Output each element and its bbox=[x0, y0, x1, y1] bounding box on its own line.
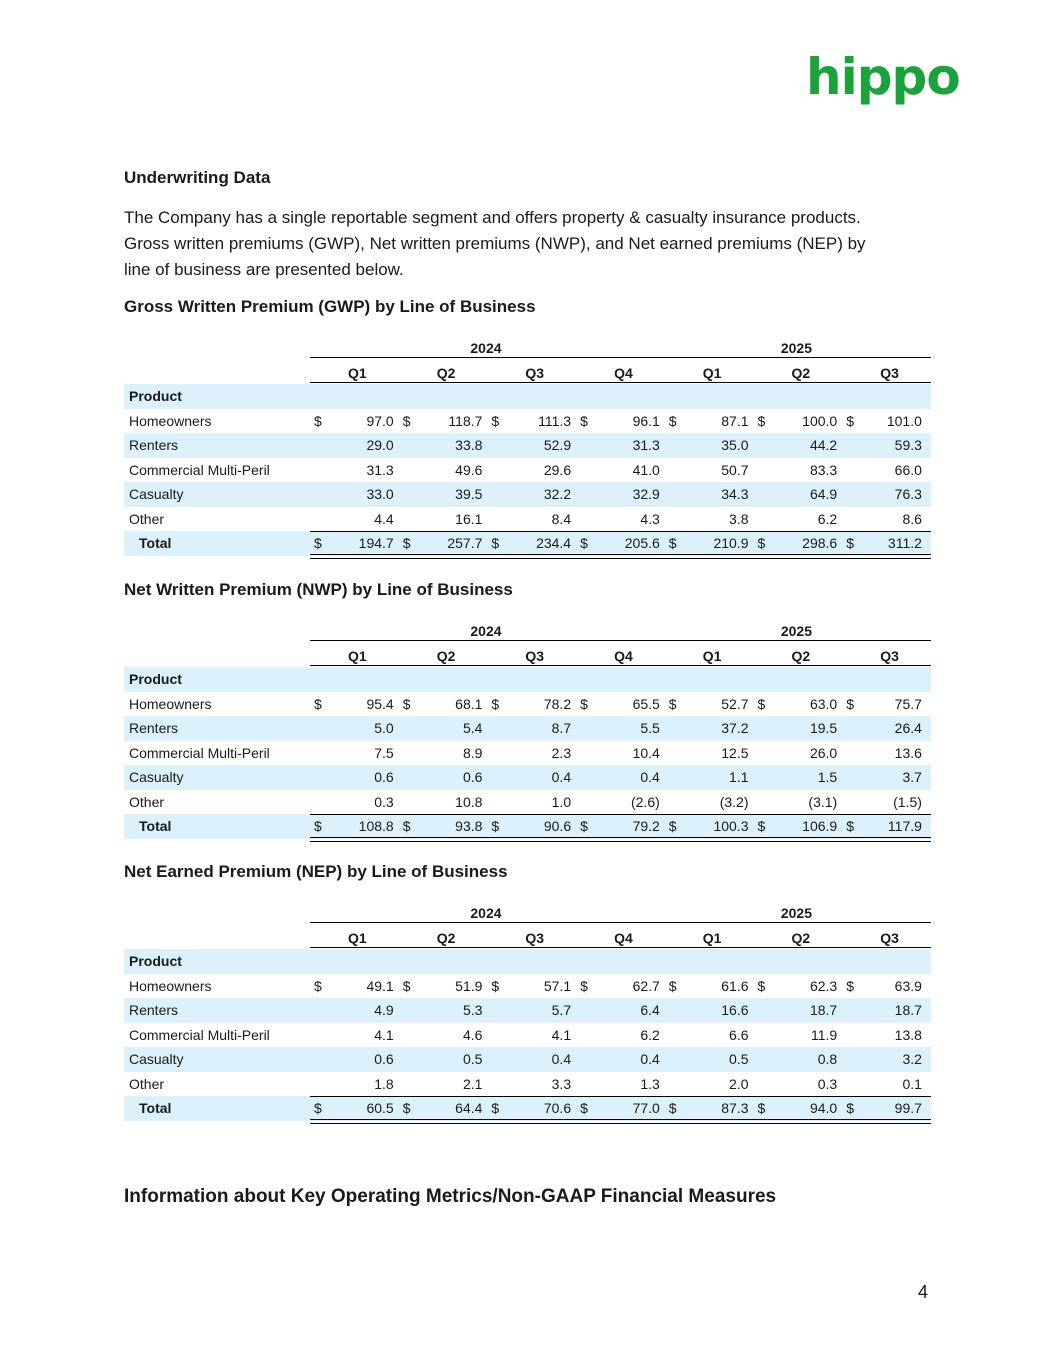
product-header: Product bbox=[129, 671, 182, 687]
dollar-sign: $ bbox=[491, 818, 500, 834]
value-cell: 16.6 bbox=[721, 1002, 749, 1018]
value-cell: 6.6 bbox=[729, 1026, 749, 1043]
dollar-sign: $ bbox=[402, 535, 411, 551]
value-cell: (3.2) bbox=[719, 793, 749, 810]
dollar-sign: $ bbox=[580, 1100, 588, 1116]
row-label: Renters bbox=[129, 1002, 179, 1018]
total-label: Total bbox=[139, 535, 172, 551]
value-cell: 75.7 bbox=[894, 695, 922, 712]
value-cell: (3.1) bbox=[808, 793, 838, 810]
value-cell: 68.1 bbox=[455, 695, 483, 712]
quarter-header: Q1 bbox=[702, 365, 722, 381]
quarter-rule bbox=[310, 665, 931, 666]
total-double-rule bbox=[310, 837, 931, 842]
value-cell: 2.0 bbox=[729, 1075, 749, 1092]
quarter-header: Q4 bbox=[614, 648, 633, 664]
year-header-1: 2024 bbox=[470, 623, 502, 639]
value-cell: 61.6 bbox=[721, 977, 749, 994]
value-cell: 4.3 bbox=[640, 510, 660, 527]
year-header-1: 2024 bbox=[470, 340, 502, 356]
dollar-sign: $ bbox=[402, 1100, 411, 1116]
value-cell: 118.7 bbox=[448, 412, 483, 429]
intro-paragraph bbox=[124, 205, 934, 283]
nwp-title: Net Written Premium (NWP) by Line of Business bbox=[124, 580, 513, 599]
value-cell: 0.3 bbox=[817, 1075, 838, 1092]
table-row bbox=[124, 1047, 931, 1072]
value-cell: 3.8 bbox=[729, 510, 749, 527]
value-cell: 19.5 bbox=[809, 720, 838, 736]
dollar-sign: $ bbox=[846, 1100, 854, 1116]
value-cell: 63.0 bbox=[809, 695, 838, 712]
dollar-sign: $ bbox=[491, 535, 500, 551]
nep-title: Net Earned Premium (NEP) by Line of Business bbox=[124, 862, 508, 881]
quarter-header: Q1 bbox=[348, 648, 367, 664]
value-cell: 90.6 bbox=[543, 818, 572, 834]
value-cell: 4.1 bbox=[374, 1026, 394, 1043]
table-row bbox=[124, 741, 931, 766]
value-cell: 16.1 bbox=[455, 510, 483, 527]
value-cell: 87.3 bbox=[721, 1100, 749, 1116]
dollar-sign: $ bbox=[757, 535, 766, 551]
total-row bbox=[124, 531, 931, 556]
value-cell: 77.0 bbox=[632, 1100, 660, 1116]
value-cell: 10.8 bbox=[455, 793, 483, 810]
value-cell: 234.4 bbox=[536, 535, 572, 551]
value-cell: 34.3 bbox=[721, 486, 749, 502]
table-body bbox=[124, 384, 931, 556]
dollar-sign: $ bbox=[757, 695, 766, 712]
value-cell: 49.6 bbox=[455, 461, 483, 478]
value-cell: 2.3 bbox=[551, 744, 572, 761]
quarter-header: Q3 bbox=[525, 365, 545, 381]
value-cell: 6.2 bbox=[817, 510, 838, 527]
quarter-header: Q3 bbox=[525, 648, 545, 664]
dollar-sign: $ bbox=[668, 535, 677, 551]
value-cell: 51.9 bbox=[455, 977, 483, 994]
value-cell: 108.8 bbox=[358, 818, 394, 834]
value-cell: 62.3 bbox=[809, 977, 838, 994]
row-label: Casualty bbox=[129, 769, 184, 785]
total-double-rule bbox=[310, 1119, 931, 1124]
quarter-header: Q1 bbox=[348, 365, 367, 381]
value-cell: 78.2 bbox=[543, 695, 572, 712]
value-cell: 83.3 bbox=[809, 461, 838, 478]
value-cell: 52.9 bbox=[543, 437, 572, 453]
value-cell: 52.7 bbox=[721, 695, 749, 712]
value-cell: 311.2 bbox=[887, 535, 922, 551]
value-cell: 6.2 bbox=[640, 1026, 660, 1043]
value-cell: 0.4 bbox=[551, 1051, 572, 1067]
dollar-sign: $ bbox=[846, 977, 854, 994]
gwp-title: Gross Written Premium (GWP) by Line of Business bbox=[124, 297, 536, 316]
table-row bbox=[124, 765, 931, 790]
value-cell: 194.7 bbox=[358, 535, 394, 551]
dollar-sign: $ bbox=[668, 818, 677, 834]
value-cell: 111.3 bbox=[538, 412, 572, 429]
value-cell: 33.0 bbox=[366, 486, 394, 502]
table-row bbox=[124, 433, 931, 458]
row-label: Commercial Multi-Peril bbox=[129, 461, 270, 478]
value-cell: 8.6 bbox=[902, 510, 922, 527]
value-cell: 94.0 bbox=[809, 1100, 838, 1116]
value-cell: 0.5 bbox=[729, 1051, 749, 1067]
value-cell: 8.9 bbox=[462, 744, 483, 761]
value-cell: (1.5) bbox=[893, 793, 922, 810]
value-cell: (2.6) bbox=[631, 793, 660, 810]
total-double-rule bbox=[310, 554, 931, 559]
value-cell: 4.6 bbox=[462, 1026, 483, 1043]
quarter-header: Q2 bbox=[436, 930, 456, 946]
value-cell: 0.4 bbox=[640, 1051, 660, 1067]
value-cell: 11.9 bbox=[810, 1026, 838, 1043]
total-row bbox=[124, 814, 931, 839]
value-cell: 6.4 bbox=[640, 1002, 660, 1018]
value-cell: 117.9 bbox=[887, 818, 922, 834]
value-cell: 1.1 bbox=[729, 769, 749, 785]
dollar-sign: $ bbox=[668, 977, 677, 994]
table-row bbox=[124, 974, 931, 999]
value-cell: 29.6 bbox=[543, 461, 572, 478]
row-label: Other bbox=[129, 793, 165, 810]
row-label: Casualty bbox=[129, 486, 184, 502]
quarter-header: Q2 bbox=[436, 648, 456, 664]
value-cell: 4.1 bbox=[551, 1026, 572, 1043]
value-cell: 87.1 bbox=[721, 412, 749, 429]
row-label: Casualty bbox=[129, 1051, 184, 1067]
value-cell: 64.9 bbox=[809, 486, 838, 502]
dollar-sign: $ bbox=[757, 818, 766, 834]
intro-line-1: The Company has a single reportable segment and offers property & casualty insurance products. bbox=[124, 208, 861, 227]
value-cell: 7.5 bbox=[374, 744, 394, 761]
product-header-row bbox=[124, 384, 931, 409]
value-cell: 65.5 bbox=[632, 695, 660, 712]
dollar-sign: $ bbox=[314, 818, 322, 834]
quarter-header: Q3 bbox=[880, 648, 899, 664]
dollar-sign: $ bbox=[580, 818, 588, 834]
value-cell: 41.0 bbox=[632, 461, 660, 478]
dollar-sign: $ bbox=[314, 412, 322, 429]
value-cell: 5.4 bbox=[462, 720, 483, 736]
quarter-header: Q3 bbox=[880, 930, 899, 946]
row-label: Homeowners bbox=[129, 695, 212, 712]
value-cell: 0.5 bbox=[462, 1051, 483, 1067]
value-cell: 1.0 bbox=[551, 793, 572, 810]
row-label: Homeowners bbox=[129, 412, 212, 429]
row-label: Renters bbox=[129, 437, 179, 453]
value-cell: 3.2 bbox=[902, 1051, 922, 1067]
value-cell: 2.1 bbox=[462, 1075, 483, 1092]
value-cell: 10.4 bbox=[632, 744, 660, 761]
value-cell: 37.2 bbox=[721, 720, 749, 736]
value-cell: 4.9 bbox=[374, 1002, 394, 1018]
dollar-sign: $ bbox=[757, 1100, 766, 1116]
value-cell: 100.0 bbox=[802, 412, 838, 429]
value-cell: 70.6 bbox=[543, 1100, 572, 1116]
value-cell: 26.4 bbox=[894, 720, 922, 736]
row-label: Commercial Multi-Peril bbox=[129, 744, 270, 761]
underwriting-title: Underwriting Data bbox=[124, 168, 271, 187]
value-cell: 50.7 bbox=[721, 461, 749, 478]
value-cell: 99.7 bbox=[894, 1100, 922, 1116]
dollar-sign: $ bbox=[668, 412, 677, 429]
value-cell: 59.3 bbox=[894, 437, 922, 453]
product-header-row bbox=[124, 949, 931, 974]
year-header-2: 2025 bbox=[780, 905, 812, 921]
product-header: Product bbox=[129, 388, 182, 404]
value-cell: 5.7 bbox=[551, 1002, 572, 1018]
dollar-sign: $ bbox=[846, 695, 854, 712]
dollar-sign: $ bbox=[314, 1100, 322, 1116]
intro-line-3: line of business are presented below. bbox=[124, 260, 404, 279]
subtotal-rule bbox=[310, 531, 931, 532]
value-cell: 57.1 bbox=[543, 977, 572, 994]
value-cell: 1.5 bbox=[817, 769, 838, 785]
value-cell: 76.3 bbox=[894, 486, 922, 502]
quarter-header: Q1 bbox=[702, 648, 722, 664]
value-cell: 35.0 bbox=[721, 437, 749, 453]
subtotal-rule bbox=[310, 1096, 931, 1097]
row-label: Renters bbox=[129, 720, 179, 736]
year-rule bbox=[310, 922, 931, 923]
row-label: Other bbox=[129, 1075, 165, 1092]
dollar-sign: $ bbox=[757, 977, 766, 994]
year-header-1: 2024 bbox=[470, 905, 502, 921]
value-cell: 257.7 bbox=[447, 535, 483, 551]
dollar-sign: $ bbox=[491, 695, 500, 712]
dollar-sign: $ bbox=[846, 412, 854, 429]
value-cell: 64.4 bbox=[455, 1100, 483, 1116]
value-cell: 18.7 bbox=[894, 1002, 922, 1018]
value-cell: 8.4 bbox=[551, 510, 572, 527]
year-rule bbox=[310, 357, 931, 358]
value-cell: 0.3 bbox=[374, 793, 394, 810]
quarter-header: Q1 bbox=[348, 930, 367, 946]
table-row bbox=[124, 716, 931, 741]
value-cell: 0.6 bbox=[374, 769, 394, 785]
table-body bbox=[124, 949, 931, 1121]
quarter-header: Q2 bbox=[791, 365, 811, 381]
quarter-header: Q2 bbox=[791, 930, 811, 946]
total-row bbox=[124, 1096, 931, 1121]
value-cell: 4.4 bbox=[374, 510, 394, 527]
value-cell: 8.7 bbox=[551, 720, 572, 736]
table-row bbox=[124, 409, 931, 434]
dollar-sign: $ bbox=[314, 695, 322, 712]
quarter-header: Q2 bbox=[791, 648, 811, 664]
value-cell: 79.2 bbox=[632, 818, 660, 834]
quarter-header: Q4 bbox=[614, 365, 633, 381]
page-number: 4 bbox=[918, 1282, 929, 1302]
value-cell: 32.2 bbox=[543, 486, 572, 502]
value-cell: 0.6 bbox=[374, 1051, 394, 1067]
value-cell: 5.5 bbox=[640, 720, 660, 736]
metrics-title: Information about Key Operating Metrics/Non-GAAP Financial Measures bbox=[124, 1186, 777, 1207]
table-row bbox=[124, 692, 931, 717]
value-cell: 0.4 bbox=[551, 769, 572, 785]
value-cell: 95.4 bbox=[366, 695, 394, 712]
total-label: Total bbox=[139, 1100, 172, 1116]
value-cell: 13.8 bbox=[894, 1026, 922, 1043]
value-cell: 31.3 bbox=[366, 461, 394, 478]
dollar-sign: $ bbox=[580, 695, 588, 712]
value-cell: 49.1 bbox=[366, 977, 394, 994]
value-cell: 298.6 bbox=[802, 535, 838, 551]
value-cell: 93.8 bbox=[455, 818, 483, 834]
value-cell: 205.6 bbox=[624, 535, 660, 551]
table-row bbox=[124, 507, 931, 532]
quarter-rule bbox=[310, 382, 931, 383]
dollar-sign: $ bbox=[402, 412, 411, 429]
row-label: Homeowners bbox=[129, 977, 212, 994]
value-cell: 101.0 bbox=[886, 412, 922, 429]
value-cell: 33.8 bbox=[455, 437, 483, 453]
total-label: Total bbox=[139, 818, 172, 834]
dollar-sign: $ bbox=[668, 1100, 677, 1116]
value-cell: 62.7 bbox=[632, 977, 660, 994]
value-cell: 66.0 bbox=[894, 461, 922, 478]
dollar-sign: $ bbox=[580, 412, 588, 429]
value-cell: 5.3 bbox=[462, 1002, 483, 1018]
value-cell: 3.7 bbox=[902, 769, 922, 785]
value-cell: 3.3 bbox=[551, 1075, 572, 1092]
value-cell: 0.6 bbox=[462, 769, 483, 785]
dollar-sign: $ bbox=[491, 1100, 500, 1116]
dollar-sign: $ bbox=[846, 818, 854, 834]
dollar-sign: $ bbox=[314, 535, 322, 551]
product-header-row bbox=[124, 667, 931, 692]
quarter-header: Q1 bbox=[702, 930, 722, 946]
value-cell: 1.3 bbox=[640, 1075, 660, 1092]
year-rule bbox=[310, 640, 931, 641]
value-cell: 26.0 bbox=[809, 744, 838, 761]
table-body bbox=[124, 667, 931, 839]
value-cell: 97.0 bbox=[366, 412, 394, 429]
product-header: Product bbox=[129, 953, 182, 969]
value-cell: 96.1 bbox=[632, 412, 660, 429]
value-cell: 63.9 bbox=[894, 977, 922, 994]
table-row bbox=[124, 790, 931, 815]
dollar-sign: $ bbox=[580, 977, 588, 994]
row-label: Other bbox=[129, 510, 165, 527]
table-row bbox=[124, 458, 931, 483]
value-cell: 13.6 bbox=[894, 744, 922, 761]
value-cell: 0.1 bbox=[902, 1075, 922, 1092]
dollar-sign: $ bbox=[402, 695, 411, 712]
value-cell: 44.2 bbox=[809, 437, 838, 453]
value-cell: 0.8 bbox=[817, 1051, 838, 1067]
quarter-header: Q3 bbox=[525, 930, 545, 946]
value-cell: 210.9 bbox=[713, 535, 749, 551]
table-row bbox=[124, 1072, 931, 1097]
value-cell: 100.3 bbox=[713, 818, 749, 834]
value-cell: 32.9 bbox=[632, 486, 660, 502]
value-cell: 5.0 bbox=[374, 720, 394, 736]
value-cell: 31.3 bbox=[632, 437, 660, 453]
dollar-sign: $ bbox=[402, 818, 411, 834]
value-cell: 29.0 bbox=[366, 437, 394, 453]
subtotal-rule bbox=[310, 814, 931, 815]
table-row bbox=[124, 482, 931, 507]
hippo-logo: hippo bbox=[806, 48, 960, 106]
row-label: Commercial Multi-Peril bbox=[129, 1026, 270, 1043]
value-cell: 0.4 bbox=[640, 769, 660, 785]
value-cell: 1.8 bbox=[374, 1075, 394, 1092]
dollar-sign: $ bbox=[757, 412, 766, 429]
table-row bbox=[124, 1023, 931, 1048]
year-header-2: 2025 bbox=[780, 340, 812, 356]
value-cell: 12.5 bbox=[721, 744, 749, 761]
dollar-sign: $ bbox=[846, 535, 854, 551]
intro-line-2: Gross written premiums (GWP), Net written premiums (NWP), and Net earned premiums (NEP) by bbox=[124, 234, 866, 253]
dollar-sign: $ bbox=[491, 977, 500, 994]
dollar-sign: $ bbox=[491, 412, 500, 429]
value-cell: 39.5 bbox=[455, 486, 483, 502]
quarter-rule bbox=[310, 947, 931, 948]
value-cell: 106.9 bbox=[802, 818, 838, 834]
value-cell: 60.5 bbox=[366, 1100, 394, 1116]
dollar-sign: $ bbox=[668, 695, 677, 712]
quarter-header: Q2 bbox=[436, 365, 456, 381]
quarter-header: Q3 bbox=[880, 365, 899, 381]
quarter-header: Q4 bbox=[614, 930, 633, 946]
table-row bbox=[124, 998, 931, 1023]
year-header-2: 2025 bbox=[780, 623, 812, 639]
dollar-sign: $ bbox=[402, 977, 411, 994]
dollar-sign: $ bbox=[314, 977, 322, 994]
dollar-sign: $ bbox=[580, 535, 588, 551]
value-cell: 18.7 bbox=[809, 1002, 838, 1018]
